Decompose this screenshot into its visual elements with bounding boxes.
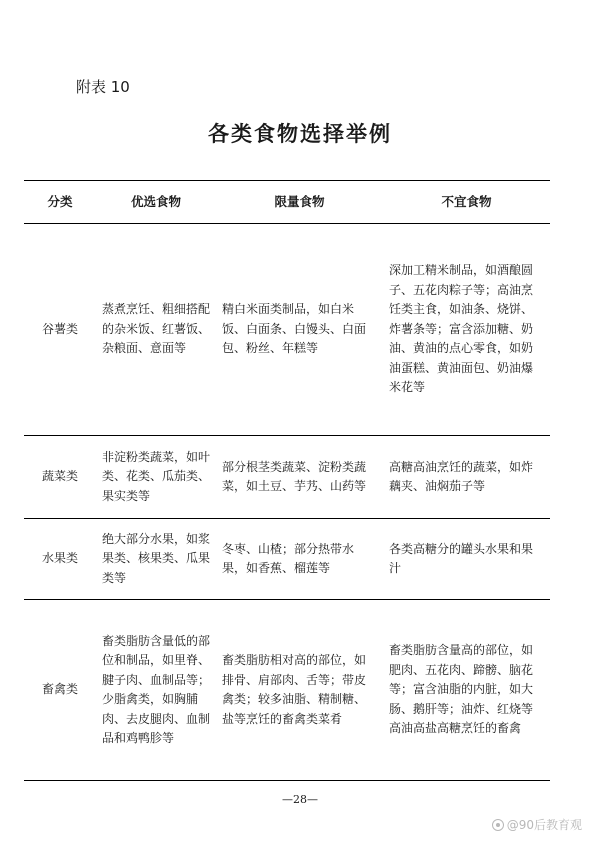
avoid-cell: 深加工精米制品，如酒酿圆子、五花肉粽子等；高油烹饪类主食，如油条、烧饼、炸薯条等；富含添加糖、奶油、黄油的点心零食，如奶油蛋糕、黄油面包、奶油爆米花等 — [383, 224, 550, 436]
header-category: 分类 — [24, 181, 96, 224]
limited-cell: 冬枣、山楂；部分热带水果，如香蕉、榴莲等 — [216, 519, 383, 600]
watermark — [492, 816, 582, 833]
category-cell: 畜禽类 — [24, 600, 96, 781]
header-limited: 限量食物 — [216, 181, 383, 224]
header-preferred: 优选食物 — [96, 181, 216, 224]
preferred-cell: 非淀粉类蔬菜，如叶类、花类、瓜茄类、果实类等 — [96, 436, 216, 519]
limited-cell: 部分根茎类蔬菜、淀粉类蔬菜，如土豆、芋艿、山药等 — [216, 436, 383, 519]
preferred-cell: 畜类脂肪含量低的部位和制品，如里脊、腱子肉、血制品等；少脂禽类，如胸脯肉、去皮腿肉、血制品和鸡鸭胗等 — [96, 600, 216, 781]
food-selection-table — [24, 180, 550, 781]
limited-cell: 畜类脂肪相对高的部位，如排骨、肩部肉、舌等；带皮禽类；较多油脂、精制糖、盐等烹饪的畜禽类菜肴 — [216, 600, 383, 781]
table-row — [24, 436, 550, 519]
watermark-text: @90后教育观 — [506, 818, 582, 832]
watermark-logo-icon — [492, 819, 504, 831]
avoid-cell: 各类高糖分的罐头水果和果汁 — [383, 519, 550, 600]
category-cell: 水果类 — [24, 519, 96, 600]
table-header-row — [24, 181, 550, 224]
header-avoid: 不宜食物 — [383, 181, 550, 224]
preferred-cell: 蒸煮烹饪、粗细搭配的杂米饭、红薯饭、杂粮面、意面等 — [96, 224, 216, 436]
avoid-cell: 畜类脂肪含量高的部位，如肥肉、五花肉、蹄髈、脑花等；富含油脂的内脏，如大肠、鹅肝等；油炸、红烧等高油高盐高糖烹饪的畜禽 — [383, 600, 550, 781]
avoid-cell: 高糖高油烹饪的蔬菜，如炸藕夹、油焖茄子等 — [383, 436, 550, 519]
category-cell: 谷薯类 — [24, 224, 96, 436]
preferred-cell: 绝大部分水果，如浆果类、核果类、瓜果类等 — [96, 519, 216, 600]
document-title: 各类食物选择举例 — [208, 122, 392, 146]
table-row — [24, 519, 550, 600]
limited-cell: 精白米面类制品，如白米饭、白面条、白馒头、白面包、粉丝、年糕等 — [216, 224, 383, 436]
page-number: —28— — [282, 793, 318, 806]
table-row — [24, 224, 550, 436]
appendix-label: 附表 10 — [76, 78, 130, 96]
category-cell: 蔬菜类 — [24, 436, 96, 519]
table-row — [24, 600, 550, 781]
